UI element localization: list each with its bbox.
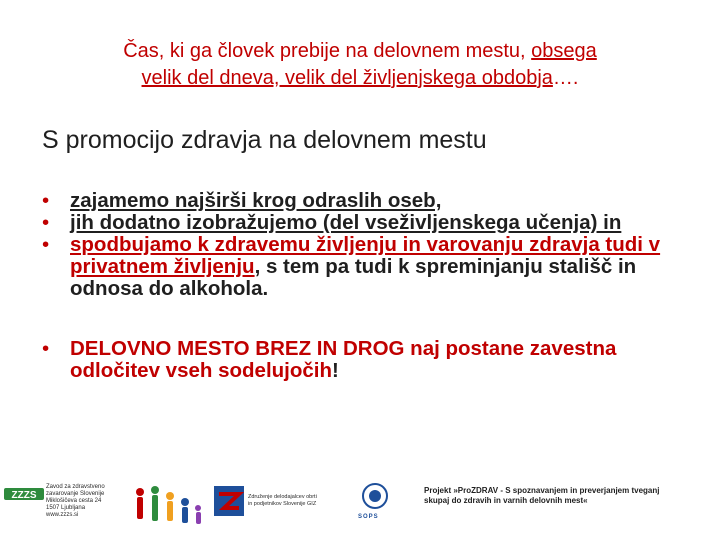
project-description: Projekt »ProZDRAV - S spoznavanjem in preverjanjem tveganj skupaj do zdravih in varnih delovnih mest« bbox=[424, 486, 660, 505]
bullet-text: jih dodatno izobražujemo (del vseživljenskega učenja) in bbox=[70, 211, 622, 234]
bullet-item bbox=[42, 212, 682, 234]
zzzs-line: Miklošičeva cesta 24 bbox=[46, 498, 102, 504]
slide-title bbox=[30, 38, 690, 92]
sops-logo bbox=[340, 482, 410, 527]
bullet-list bbox=[42, 190, 682, 382]
title-part2: obsega bbox=[531, 40, 597, 62]
bullet-item bbox=[42, 234, 682, 300]
people-figures-logo bbox=[130, 482, 210, 545]
giz-line: in podjetnikov Slovenije GIZ bbox=[248, 500, 317, 507]
title-part4: …. bbox=[552, 67, 579, 89]
zzzs-logo-text: ZZZS bbox=[11, 490, 37, 501]
spacer bbox=[42, 300, 682, 338]
bullet-item bbox=[42, 338, 682, 382]
zzzs-line: www.zzzs.si bbox=[46, 512, 79, 518]
bullet-text: zajamemo najširši krog odraslih oseb, bbox=[70, 189, 442, 212]
slide-subtitle: S promocijo zdravja na delovnem mestu bbox=[42, 126, 487, 154]
title-part1: Čas, ki ga človek prebije na delovnem mestu, bbox=[123, 40, 532, 62]
giz-line: Združenje delodajalcev obrti bbox=[248, 494, 317, 500]
giz-label bbox=[248, 494, 338, 507]
zzzs-address bbox=[46, 484, 106, 519]
zzzs-line: 1507 Ljubljana bbox=[46, 505, 86, 511]
zzzs-line: Zavod za zdravstveno bbox=[46, 484, 105, 490]
bullet-text-highlight: spodbujamo k zdravemu življenju in varovanju zdravja tudi v privatnem življenju bbox=[70, 233, 661, 278]
zzzs-line: zavarovanje Slovenije bbox=[46, 491, 105, 497]
giz-logo bbox=[214, 486, 244, 521]
footer-logos bbox=[0, 482, 720, 540]
zzzs-logo bbox=[4, 486, 44, 507]
bullet-icon: • bbox=[42, 233, 50, 256]
bullet-icon: • bbox=[42, 337, 50, 360]
bullet-icon: • bbox=[42, 211, 50, 234]
sops-label: SOPS bbox=[358, 514, 379, 520]
bullet-text-end: ! bbox=[332, 359, 339, 382]
bullet-item bbox=[42, 190, 682, 212]
bullet-text-highlight: DELOVNO MESTO BREZ IN DROG naj postane zavestna odločitev vseh sodelujočih bbox=[70, 337, 617, 382]
bullet-icon: • bbox=[42, 189, 50, 212]
title-part3: velik del dneva, velik del življenjskega obdobja bbox=[141, 67, 553, 89]
bullet-text-rest: , s tem pa tudi k spreminjanju stališč in odnosa do alkohola. bbox=[70, 255, 637, 300]
